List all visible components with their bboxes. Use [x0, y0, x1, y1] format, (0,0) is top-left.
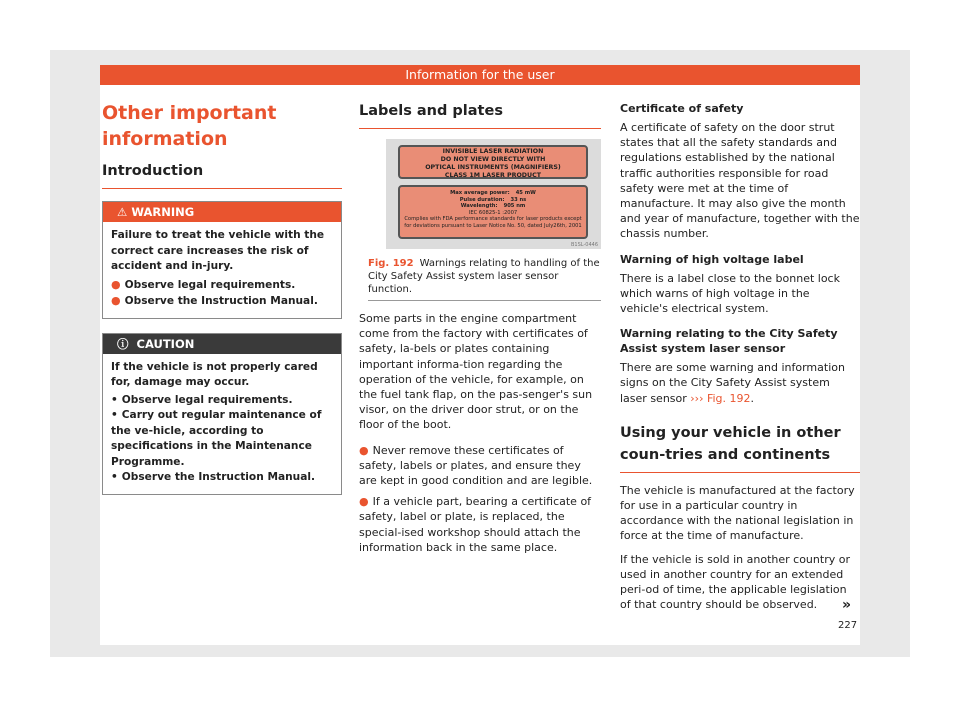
warning-header — [103, 202, 341, 222]
info-icon: ⓘ — [117, 336, 137, 351]
figure-code: B1SL-0446 — [570, 242, 598, 248]
middle-column — [359, 100, 601, 555]
cs-text: There are some warning and information signs on the City Safety Assist system laser sensor ››› Fig. 192. — [620, 361, 845, 405]
figure-caption: Fig. 192 Warnings relating to handling of the City Safety Assist system laser sensor function. — [368, 257, 601, 301]
page-title: Other important information — [102, 102, 277, 150]
other-countries-p2: If the vehicle is sold in another country or used in another country for an extended peri-od of time, the applicable legislation of that country should be observed. — [620, 552, 850, 612]
warning-text: Failure to treat the vehicle with the correct care increases the risk of accident and in-jury. — [111, 229, 325, 272]
figure-link[interactable]: ››› Fig. 192 — [690, 391, 751, 405]
laser-spec-label: Max average power: 45 mW Pulse duration: 33 ns Wavelength: 905 nm IEC 60825-1 :2007 Complies with FDA performance standards for laser products except for deviations pursuant to Laser Notice No. 50, dated July26th, 2001 — [398, 185, 588, 239]
list-item: ● Observe legal requirements. — [111, 277, 296, 291]
list-item: • Observe legal requirements. — [111, 393, 293, 406]
labels-paragraph: Some parts in the engine compartment come from the factory with certificates of safety, la-bels or plates containing important informa-tion regarding the operation of the vehicle, for example, on the fuel tank flap, on the pas-senger's sun visor, on the driver door strut, or on the floor of the boot. — [359, 312, 593, 432]
warning-title: WARNING — [131, 205, 195, 219]
cert-heading: Certificate of safety — [620, 102, 744, 115]
cert-text: A certificate of safety on the door strut states that all the safety standards and regulations established by the national traffic authorities responsible for road safety were met at the time of manufacture. It may also give the month and year of manufacture, together with the chassis number. — [620, 121, 860, 241]
warning-icon: ⚠ — [117, 205, 132, 219]
cs-heading: Warning relating to the City Safety Assist system laser sensor — [620, 327, 838, 356]
intro-heading: Introduction — [102, 160, 342, 189]
list-item: • Observe the Instruction Manual. — [111, 471, 316, 483]
laser-warning-label: INVISIBLE LASER RADIATION DO NOT VIEW DIRECTLY WITH OPTICAL INSTRUMENTS (MAGNIFIERS) CLASS 1M LASER PRODUCT — [398, 145, 588, 179]
right-column — [620, 100, 860, 612]
list-item: ● Observe the Instruction Manual. — [111, 294, 318, 307]
left-column — [102, 100, 342, 495]
hv-text: There is a label close to the bonnet lock which warns of high voltage in the vehicle's electrical system. — [620, 271, 840, 316]
warning-box — [102, 201, 342, 319]
list-item: • Carry out regular maintenance of the ve-hicle, according to specifications in the Maintenance Programme. — [111, 409, 322, 468]
other-countries-heading: Using your vehicle in other coun-tries and continents — [620, 422, 860, 473]
caution-header — [103, 334, 341, 354]
caution-box — [102, 333, 342, 495]
hv-heading: Warning of high voltage label — [620, 252, 804, 266]
page-number: 227 — [838, 620, 858, 631]
laser-label-figure — [386, 139, 601, 249]
list-item: ● Never remove these certificates of safety, labels or plates, and ensure they are kept in good condition and are legible. — [359, 443, 593, 488]
other-countries-p1: The vehicle is manufactured at the factory for use in a particular country in accordance with the national legislation in force at the time of manufacture. — [620, 483, 855, 543]
caution-text: If the vehicle is not properly cared for, damage may occur. — [111, 360, 318, 388]
list-item: ● If a vehicle part, bearing a certificate of safety, label or plate, is replaced, the special-ised workshop should attach the information back in the same place. — [359, 495, 592, 554]
labels-heading: Labels and plates — [359, 100, 601, 129]
continue-mark: » — [842, 597, 852, 613]
header-bar: Information for the user — [100, 65, 860, 85]
caution-title: CAUTION — [136, 336, 195, 351]
